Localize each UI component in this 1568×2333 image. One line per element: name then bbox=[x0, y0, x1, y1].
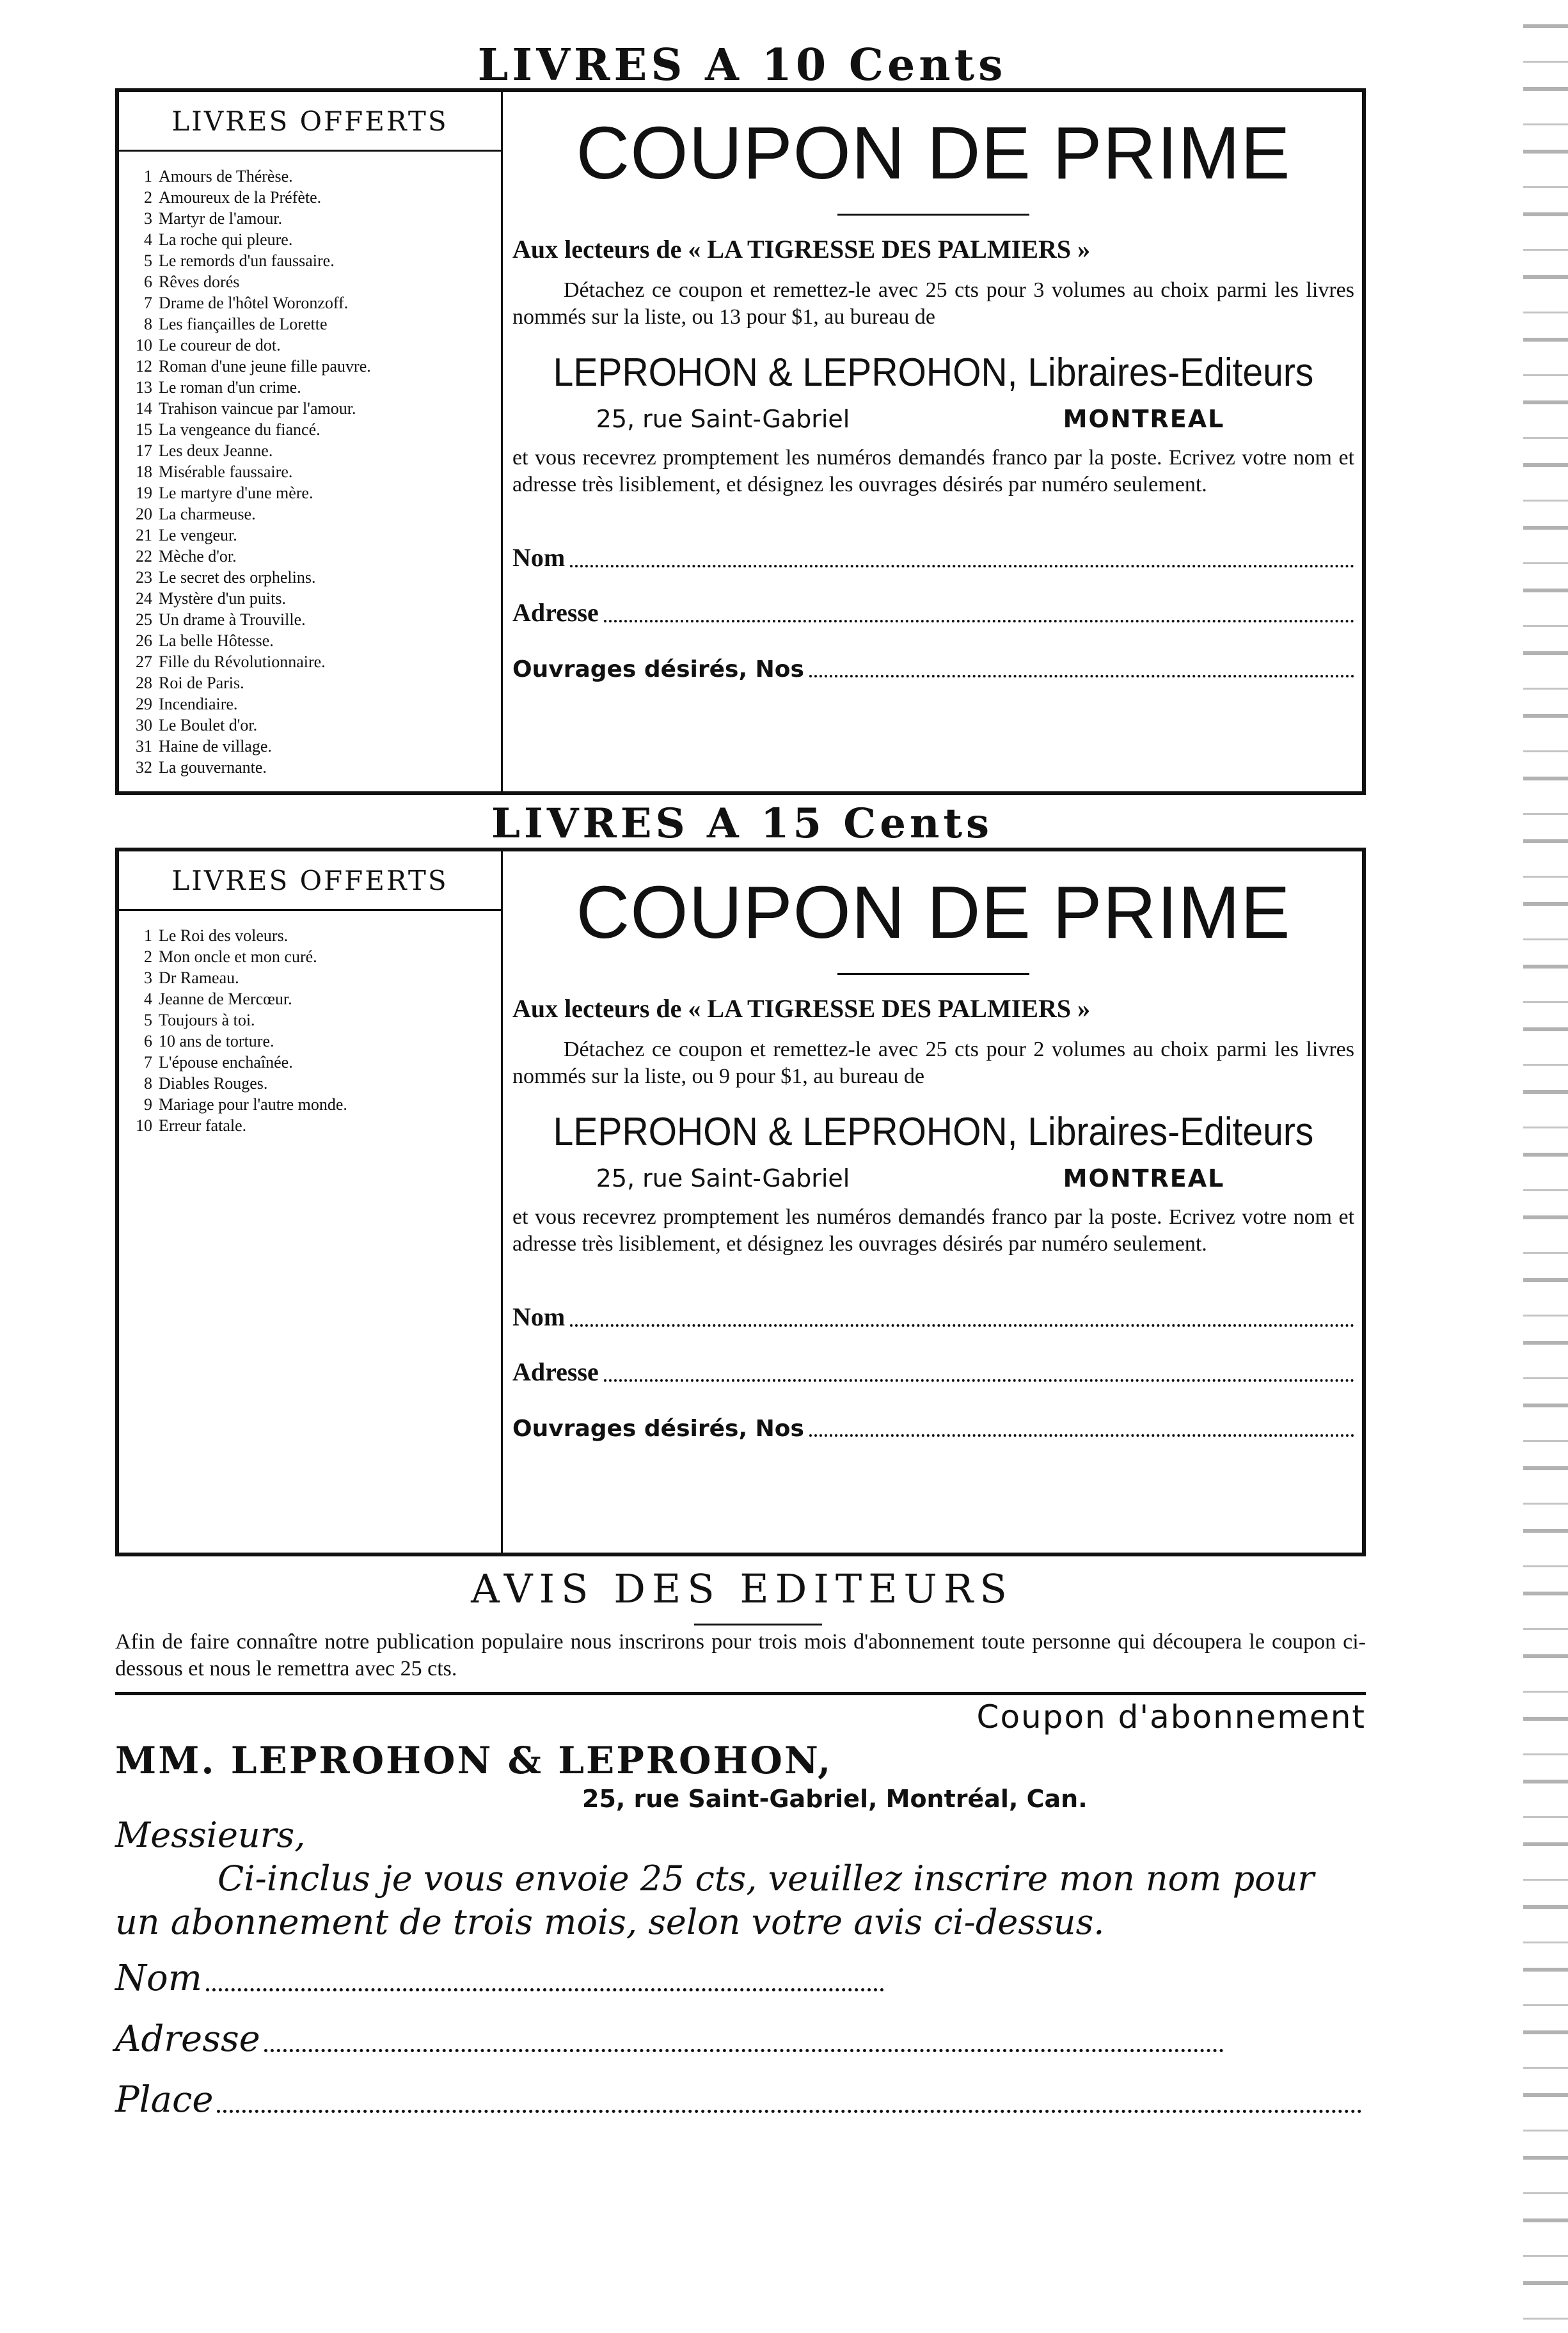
book-item bbox=[131, 1009, 501, 1031]
book-number: 23 bbox=[136, 568, 152, 587]
book-item bbox=[131, 398, 501, 419]
book-number: 7 bbox=[144, 1053, 152, 1072]
book-number: 10 bbox=[136, 336, 152, 354]
book-number: 5 bbox=[144, 1011, 152, 1029]
book-item bbox=[131, 525, 501, 546]
cut-line bbox=[115, 1692, 1366, 1695]
book-item bbox=[131, 419, 501, 440]
book-item bbox=[131, 377, 501, 398]
book-number: 15 bbox=[136, 420, 152, 439]
publisher-address bbox=[512, 1162, 1354, 1195]
book-item bbox=[131, 229, 501, 250]
book-title: Toujours à toi. bbox=[159, 1011, 255, 1029]
book-item bbox=[131, 461, 501, 482]
book-item bbox=[131, 588, 501, 609]
salutation: Messieurs, bbox=[115, 1815, 306, 1855]
book-number: 19 bbox=[136, 484, 152, 502]
book-number: 13 bbox=[136, 378, 152, 397]
readers-line: Aux lecteurs de « LA TIGRESSE DES PALMIERS » bbox=[512, 235, 1091, 264]
book-number: 2 bbox=[144, 947, 152, 966]
book-title: Le secret des orphelins. bbox=[159, 568, 316, 587]
nom-label: Nom bbox=[512, 543, 566, 572]
ouvrages-field[interactable] bbox=[512, 644, 1354, 683]
book-item bbox=[131, 166, 501, 187]
book-number: 29 bbox=[136, 695, 152, 713]
book-title: La charmeuse. bbox=[159, 505, 256, 523]
book-item bbox=[131, 988, 501, 1009]
book-title: Erreur fatale. bbox=[159, 1116, 247, 1135]
book-title: Mèche d'or. bbox=[159, 547, 237, 565]
book-item bbox=[131, 693, 501, 715]
book-list bbox=[119, 911, 501, 1136]
book-item bbox=[131, 271, 501, 292]
place-line[interactable] bbox=[217, 2110, 1362, 2113]
place-label: Place bbox=[115, 2079, 214, 2121]
book-number: 9 bbox=[144, 1095, 152, 1114]
book-item bbox=[131, 757, 501, 778]
avis-text: Afin de faire connaître notre publication populaire nous inscrirons pour trois mois d'abonnement toute personne qui découpera le coupon ci-dessous et nous le remettra avec 25 cts. bbox=[115, 1630, 1366, 1681]
nom-line[interactable] bbox=[570, 565, 1354, 567]
book-title: La roche qui pleure. bbox=[159, 230, 293, 249]
ouvrages-field[interactable] bbox=[512, 1404, 1354, 1442]
book-number: 25 bbox=[136, 610, 152, 629]
nom-field[interactable] bbox=[512, 534, 1354, 573]
instructions: Détachez ce coupon et remettez-le avec 25 cts pour 3 volumes au choix parmi les livres nommés sur la liste, ou 13 pour $1, au bureau de bbox=[512, 278, 1354, 329]
book-item bbox=[131, 292, 501, 313]
book-item bbox=[131, 356, 501, 377]
book-item bbox=[131, 187, 501, 208]
coupon-form bbox=[512, 92, 1354, 791]
book-title: Rêves dorés bbox=[159, 273, 240, 291]
publisher-name: LEPROHON & LEPROHON, Libraires-Editeurs bbox=[553, 351, 1314, 395]
book-number: 26 bbox=[136, 631, 152, 650]
nom-field[interactable] bbox=[512, 1293, 1354, 1332]
subscriber-adresse-field[interactable] bbox=[115, 2015, 1224, 2060]
street: 25, rue Saint-Gabriel bbox=[596, 405, 850, 433]
book-number: 12 bbox=[136, 357, 152, 376]
book-title: Drame de l'hôtel Woronzoff. bbox=[159, 294, 349, 312]
adresse-label: Adresse bbox=[115, 2018, 260, 2060]
coupon-10-cents bbox=[115, 88, 1366, 795]
book-title: Mon oncle et mon curé. bbox=[159, 947, 317, 966]
book-item bbox=[131, 503, 501, 525]
books-offered-title: LIVRES OFFERTS bbox=[119, 92, 501, 152]
book-title: Incendiaire. bbox=[159, 695, 238, 713]
nom-line[interactable] bbox=[570, 1324, 1354, 1327]
adresse-line[interactable] bbox=[604, 1379, 1354, 1382]
book-item bbox=[131, 672, 501, 693]
book-title: Trahison vaincue par l'amour. bbox=[159, 399, 356, 418]
nom-label: Nom bbox=[115, 1957, 202, 1999]
subscriber-nom-field[interactable] bbox=[115, 1954, 884, 1999]
publisher-address bbox=[512, 402, 1354, 436]
instructions: Détachez ce coupon et remettez-le avec 25 cts pour 2 volumes au choix parmi les livres nommés sur la liste, ou 9 pour $1, au bureau de bbox=[512, 1038, 1354, 1088]
book-number: 17 bbox=[136, 441, 152, 460]
book-number: 20 bbox=[136, 505, 152, 523]
book-number: 10 bbox=[136, 1116, 152, 1135]
book-title: Le Roi des voleurs. bbox=[159, 926, 289, 945]
closing-text: et vous recevrez promptement les numéros demandés franco par la poste. Ecrivez votre nom et adresse très lisiblement, et désignez les ouvrages désirés par numéro seulement. bbox=[512, 1205, 1354, 1256]
book-title: Jeanne de Mercœur. bbox=[159, 990, 292, 1008]
readers-line: Aux lecteurs de « LA TIGRESSE DES PALMIERS » bbox=[512, 994, 1091, 1023]
book-title: Un drame à Trouville. bbox=[159, 610, 306, 629]
book-title: Le Boulet d'or. bbox=[159, 716, 258, 734]
books-offered-panel bbox=[119, 92, 503, 791]
book-title: Fille du Révolutionnaire. bbox=[159, 652, 326, 671]
book-title: La gouvernante. bbox=[159, 758, 267, 777]
book-number: 21 bbox=[136, 526, 152, 544]
book-title: Le martyre d'une mère. bbox=[159, 484, 313, 502]
coupon-title: COUPON DE PRIME bbox=[576, 871, 1291, 954]
book-title: Le vengeur. bbox=[159, 526, 237, 544]
book-item bbox=[131, 546, 501, 567]
book-number: 32 bbox=[136, 758, 152, 777]
book-title: Amours de Thérèse. bbox=[159, 167, 293, 186]
ouvrages-line[interactable] bbox=[809, 1434, 1354, 1437]
book-item bbox=[131, 1115, 501, 1136]
nom-line[interactable] bbox=[206, 1988, 884, 1991]
section1-heading: LIVRES A 10 Cents bbox=[477, 40, 1007, 91]
street: 25, rue Saint-Gabriel bbox=[596, 1164, 850, 1192]
city: MONTREAL bbox=[1063, 1164, 1225, 1192]
section2-heading: LIVRES A 15 Cents bbox=[491, 800, 994, 848]
scan-edge bbox=[1523, 0, 1568, 2333]
adresse-label: Adresse bbox=[512, 1357, 599, 1386]
book-title: La vengeance du fiancé. bbox=[159, 420, 321, 439]
book-title: La belle Hôtesse. bbox=[159, 631, 274, 650]
book-title: Haine de village. bbox=[159, 737, 272, 755]
book-item bbox=[131, 967, 501, 988]
adresse-line[interactable] bbox=[264, 2049, 1224, 2052]
avis-divider bbox=[694, 1624, 822, 1625]
book-title: Le roman d'un crime. bbox=[159, 378, 301, 397]
publisher-name: LEPROHON & LEPROHON, Libraires-Editeurs bbox=[553, 1110, 1314, 1154]
book-number: 4 bbox=[144, 990, 152, 1008]
book-item bbox=[131, 335, 501, 356]
book-title: Les fiançailles de Lorette bbox=[159, 315, 328, 333]
book-item bbox=[131, 736, 501, 757]
book-number: 31 bbox=[136, 737, 152, 755]
book-number: 6 bbox=[144, 273, 152, 291]
book-title: Mystère d'un puits. bbox=[159, 589, 286, 608]
book-number: 8 bbox=[144, 1074, 152, 1093]
book-item bbox=[131, 925, 501, 946]
book-item bbox=[131, 313, 501, 335]
book-item bbox=[131, 1073, 501, 1094]
book-title: Diables Rouges. bbox=[159, 1074, 268, 1093]
book-item bbox=[131, 482, 501, 503]
book-title: Amoureux de la Préfète. bbox=[159, 188, 322, 207]
book-item bbox=[131, 630, 501, 651]
ouvrages-line[interactable] bbox=[809, 675, 1354, 677]
adresse-line[interactable] bbox=[604, 620, 1354, 622]
book-item bbox=[131, 609, 501, 630]
book-list bbox=[119, 152, 501, 778]
book-item bbox=[131, 1052, 501, 1073]
book-title: Mariage pour l'autre monde. bbox=[159, 1095, 347, 1114]
books-offered-panel bbox=[119, 851, 503, 1553]
book-number: 2 bbox=[144, 188, 152, 207]
book-number: 24 bbox=[136, 589, 152, 608]
city: MONTREAL bbox=[1063, 405, 1225, 433]
coupon-title: COUPON DE PRIME bbox=[576, 111, 1291, 194]
book-title: Martyr de l'amour. bbox=[159, 209, 283, 228]
ouvrages-label: Ouvrages désirés, Nos bbox=[512, 1416, 804, 1442]
book-title: Le remords d'un faussaire. bbox=[159, 251, 335, 270]
book-title: Le coureur de dot. bbox=[159, 336, 281, 354]
subscription-coupon-label: Coupon d'abonnement bbox=[976, 1698, 1366, 1736]
book-number: 5 bbox=[144, 251, 152, 270]
avis-title: AVIS DES EDITEURS bbox=[471, 1565, 1013, 1612]
book-title: L'épouse enchaînée. bbox=[159, 1053, 293, 1072]
book-number: 28 bbox=[136, 674, 152, 692]
book-item bbox=[131, 440, 501, 461]
book-title: Roi de Paris. bbox=[159, 674, 244, 692]
closing-text: et vous recevrez promptement les numéros demandés franco par la poste. Ecrivez votre nom et adresse très lisiblement, et désignez les ouvrages désirés par numéro seulement. bbox=[512, 446, 1354, 496]
book-number: 7 bbox=[144, 294, 152, 312]
adresse-field[interactable] bbox=[512, 1348, 1354, 1387]
divider bbox=[837, 973, 1029, 975]
book-number: 3 bbox=[144, 209, 152, 228]
nom-label: Nom bbox=[512, 1302, 566, 1331]
book-title: Dr Rameau. bbox=[159, 969, 239, 987]
book-title: Roman d'une jeune fille pauvre. bbox=[159, 357, 371, 376]
book-number: 22 bbox=[136, 547, 152, 565]
book-number: 14 bbox=[136, 399, 152, 418]
book-title: Les deux Jeanne. bbox=[159, 441, 273, 460]
subscriber-place-field[interactable] bbox=[115, 2076, 1362, 2121]
books-offered-title: LIVRES OFFERTS bbox=[119, 851, 501, 911]
book-item bbox=[131, 208, 501, 229]
book-item bbox=[131, 715, 501, 736]
coupon-form bbox=[512, 851, 1354, 1553]
book-number: 8 bbox=[144, 315, 152, 333]
book-item bbox=[131, 946, 501, 967]
book-item bbox=[131, 250, 501, 271]
book-item bbox=[131, 567, 501, 588]
book-item bbox=[131, 651, 501, 672]
divider bbox=[837, 214, 1029, 216]
book-item bbox=[131, 1094, 501, 1115]
book-number: 3 bbox=[144, 969, 152, 987]
ouvrages-label: Ouvrages désirés, Nos bbox=[512, 656, 804, 683]
book-number: 4 bbox=[144, 230, 152, 249]
coupon-15-cents bbox=[115, 848, 1366, 1556]
book-title: Misérable faussaire. bbox=[159, 463, 293, 481]
addressee: MM. LEPROHON & LEPROHON, bbox=[115, 1739, 833, 1782]
book-title: 10 ans de torture. bbox=[159, 1032, 274, 1050]
book-number: 1 bbox=[144, 926, 152, 945]
book-item bbox=[131, 1031, 501, 1052]
addressee-address: 25, rue Saint-Gabriel, Montréal, Can. bbox=[582, 1785, 1088, 1813]
adresse-label: Adresse bbox=[512, 598, 599, 627]
book-number: 27 bbox=[136, 652, 152, 671]
letter-body: Ci-inclus je vous envoie 25 cts, veuillez inscrire mon nom pour un abonnement de trois mois, selon votre avis ci-dessus. bbox=[115, 1858, 1315, 1942]
book-number: 18 bbox=[136, 463, 152, 481]
book-number: 30 bbox=[136, 716, 152, 734]
book-number: 6 bbox=[144, 1032, 152, 1050]
book-number: 1 bbox=[144, 167, 152, 186]
adresse-field[interactable] bbox=[512, 589, 1354, 628]
